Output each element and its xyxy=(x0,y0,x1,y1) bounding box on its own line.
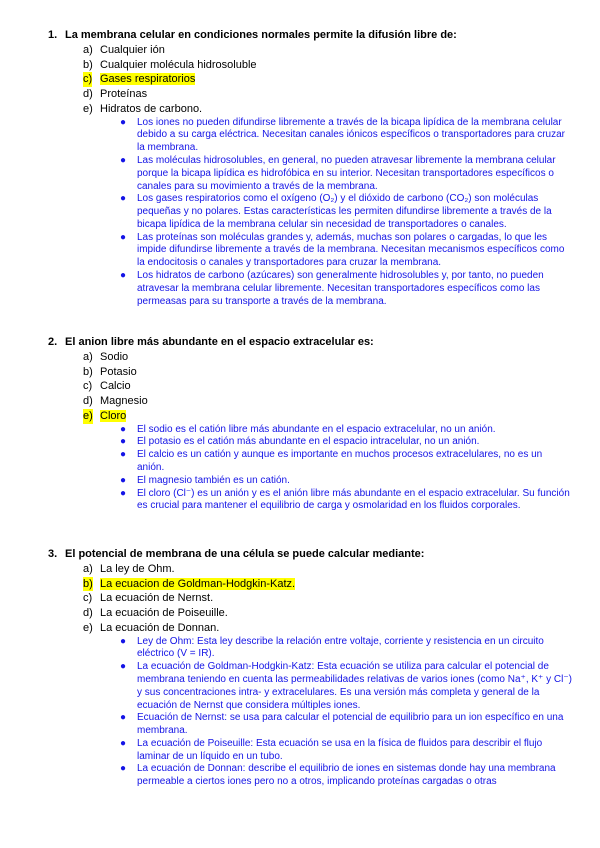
explanation-item: ● El magnesio también es un catión. xyxy=(120,474,290,486)
explanation-item: ● Los iones no pueden difundirse libremente a través de la bicapa lipídica de la membrana celular debido a su carga eléctrica. Necesitan canales iónicos específicos o transportadores para cruzar la membrana. xyxy=(120,116,566,154)
question-title xyxy=(48,547,572,562)
explanation-item: ● El cloro (Cl⁻) es un anión y es el anión libre más abundante en el espacio extracelular. Su función es crucial para mantener el equilibrio de carga y osmolaridad en los fluidos corporales. xyxy=(120,487,570,512)
highlighted-answer: Gases respiratorios xyxy=(100,73,196,86)
explanation-item: ● La ecuación de Donnan: describe el equilibrio de iones en sistemas donde hay una membrana permeable a ciertos iones pero no a otros, implicando proteínas cargadas o otras xyxy=(120,763,556,788)
bullet-icon: ● xyxy=(120,712,127,724)
option-c-correct: c) Gases respiratorios xyxy=(83,73,196,86)
bullet-icon: ● xyxy=(120,231,127,243)
question-text: El potencial de membrana de una célula se puede calcular mediante: xyxy=(65,548,425,560)
option-e: e) La ecuación de Donnan. xyxy=(83,621,220,634)
option-c: c) Calcio xyxy=(83,380,131,393)
explanation-item: ● Ecuación de Nernst: se usa para calcular el potencial de equilibrio para un ion específico en una membrana. xyxy=(120,712,564,737)
option-a: a) Cualquier ión xyxy=(83,44,165,56)
bullet-icon: ● xyxy=(120,423,127,435)
option-b: b) Potasio xyxy=(83,365,137,378)
bullet-icon: ● xyxy=(120,661,127,673)
question-number: 1. xyxy=(48,29,58,41)
explanation-item: ● El sodio es el catión libre más abundante en el espacio extracelular, no un anión. xyxy=(120,423,496,435)
question-title xyxy=(48,335,572,350)
question-text: El anion libre más abundante en el espacio extracelular es: xyxy=(65,336,374,348)
option-b-correct: b) La ecuacion de Goldman-Hodgkin-Katz. xyxy=(83,577,296,590)
options-list xyxy=(48,350,572,424)
explanations-list xyxy=(48,636,572,790)
options-list xyxy=(48,43,572,117)
bullet-icon: ● xyxy=(120,763,127,775)
highlighted-answer: Cloro xyxy=(100,409,127,422)
option-a: a) La ley de Ohm. xyxy=(83,563,175,575)
explanation-item: ● El calcio es un catión y aunque es importante en muchos procesos extracelulares, no es un anión. xyxy=(120,449,543,473)
bullet-icon: ● xyxy=(120,474,127,486)
option-d: d) La ecuación de Poiseuille. xyxy=(83,607,228,620)
bullet-icon: ● xyxy=(120,270,127,282)
bullet-icon: ● xyxy=(120,635,127,647)
bullet-icon: ● xyxy=(120,116,127,128)
bullet-icon: ● xyxy=(120,193,127,205)
question-text: La membrana celular en condiciones normales permite la difusión libre de: xyxy=(65,29,457,41)
explanation-item: ● La ecuación de Goldman-Hodgkin-Katz: Esta ecuación se utiliza para calcular el potencial de membrana teniendo en cuenta las permeabilidades relativas de varios iones (como Na⁺, K⁺ y Cl⁻) y sus concentraciones intra- y extracelulares. Es una versión más completa y general de la ecuación de Nernst que considera múltiples iones. xyxy=(120,661,572,711)
option-d: d) Proteínas xyxy=(83,88,148,101)
question-1 xyxy=(48,28,572,308)
highlighted-answer: La ecuacion de Goldman-Hodgkin-Katz. xyxy=(100,577,296,590)
explanation-item: ● La ecuación de Poiseuille: Esta ecuación se usa en la física de fluidos para describir el flujo laminar de un líquido en un tubo. xyxy=(120,737,543,762)
question-number: 3. xyxy=(48,548,58,560)
explanations-list xyxy=(48,424,572,514)
option-a: a) Sodio xyxy=(83,351,129,363)
bullet-icon: ● xyxy=(120,154,127,166)
bullet-icon: ● xyxy=(120,737,127,749)
question-2 xyxy=(48,335,572,513)
explanation-item: ● Las proteínas son moléculas grandes y, además, muchas son polares o cargadas, lo que les impide difundirse libremente a través de la membrana. Necesitan mecanismos específicos como la endocitosis o canales y transportadores para cruzar la membrana. xyxy=(120,231,565,269)
bullet-icon: ● xyxy=(120,487,127,499)
option-e-correct: e) Cloro xyxy=(83,409,127,422)
explanations-list xyxy=(48,117,572,309)
bullet-icon: ● xyxy=(120,436,127,448)
option-d: d) Magnesio xyxy=(83,395,148,408)
option-e: e) Hidratos de carbono. xyxy=(83,102,203,115)
options-list xyxy=(48,562,572,636)
explanation-item: ● Ley de Ohm: Esta ley describe la relación entre voltaje, corriente y resistencia en un circuito eléctrico (V = IR). xyxy=(120,635,544,660)
question-number: 2. xyxy=(48,336,58,348)
explanation-item: ● Las moléculas hidrosolubles, en general, no pueden atravesar libremente la membrana celular porque la bicapa lipídica es hidrofóbica en su interior. Necesitan transportadores específicos o canales para su movimiento a través de la membrana. xyxy=(120,154,556,192)
option-c: c) La ecuación de Nernst. xyxy=(83,592,214,605)
question-title xyxy=(48,28,572,43)
explanation-item: ● Los hidratos de carbono (azúcares) son generalmente hidrosolubles y, por tanto, no pueden atravesar la membrana celular libremente. Necesitan transportadores específicos como las permeasas para su transporte a través de la membrana. xyxy=(120,270,544,307)
bullet-icon: ● xyxy=(120,449,127,461)
option-b: b) Cualquier molécula hidrosoluble xyxy=(83,58,257,71)
explanation-item: ● El potasio es el catión más abundante en el espacio intracelular, no un anión. xyxy=(120,436,480,448)
explanation-item: ● Los gases respiratorios como el oxígeno (O₂) y el dióxido de carbono (CO₂) son moléculas pequeñas y no polares. Estas características les permiten difundirse libremente a través de la bicapa lipídica de la membrana celular sin necesidad de transportadores o canales. xyxy=(120,193,552,230)
question-3 xyxy=(48,547,572,789)
